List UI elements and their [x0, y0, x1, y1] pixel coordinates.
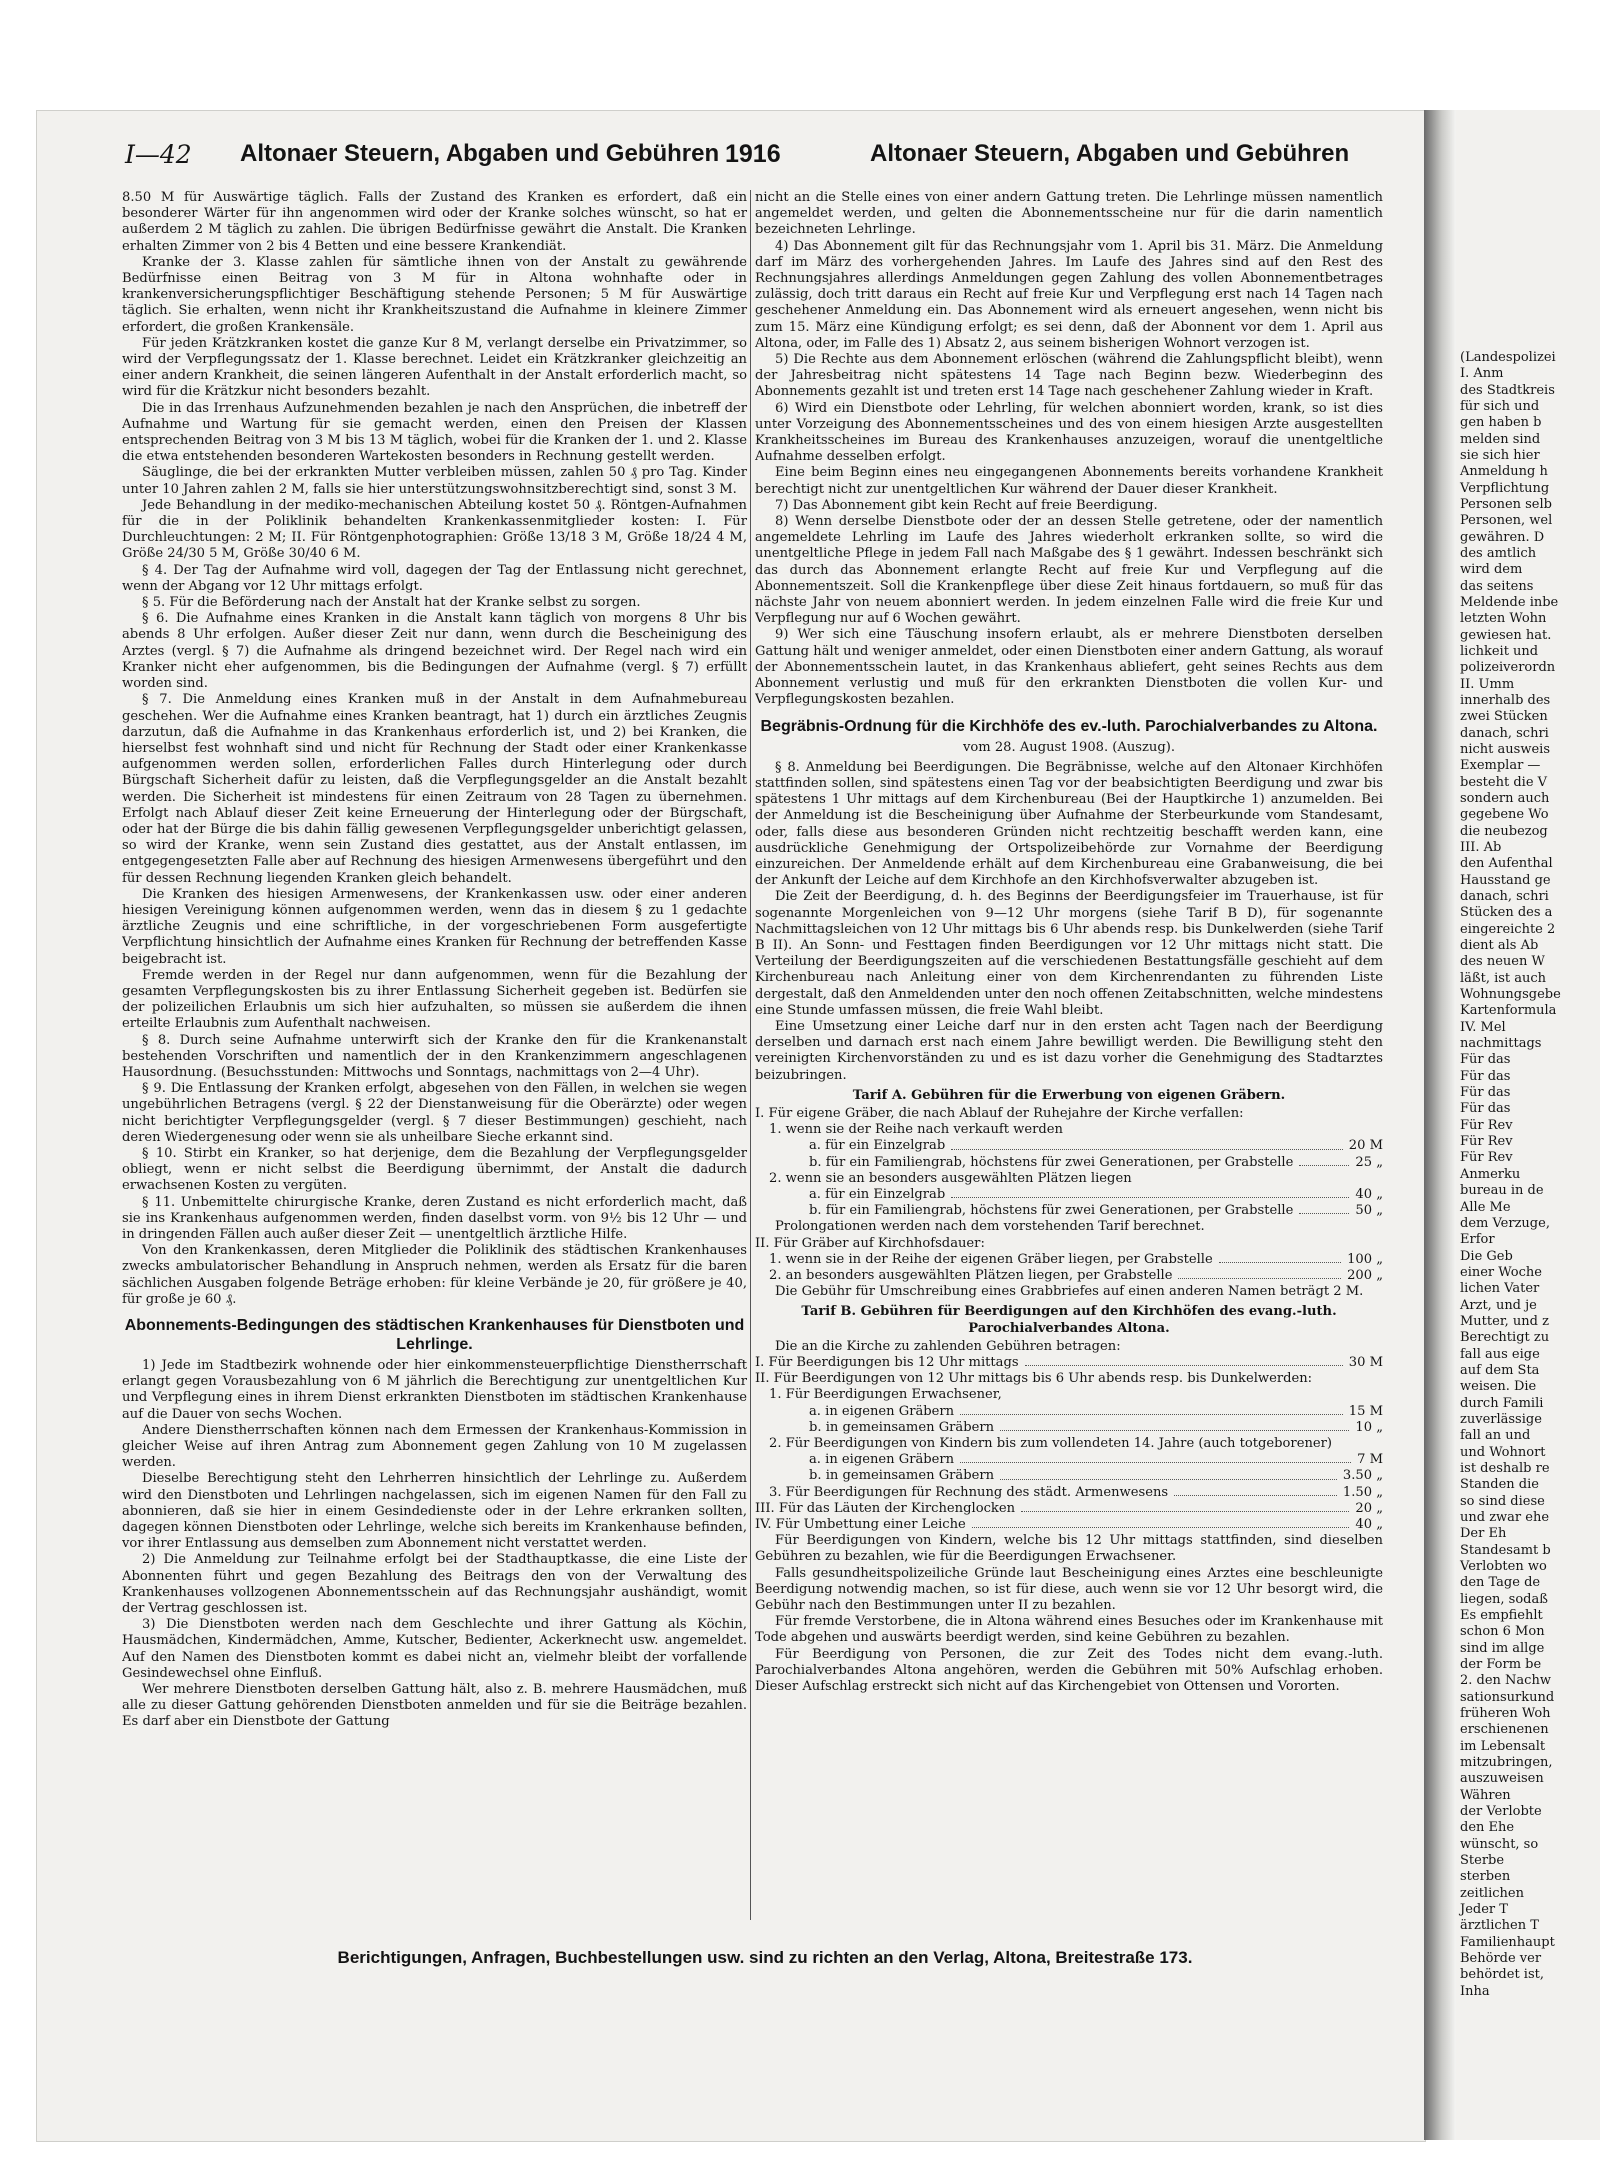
next-page-line: (Landespolizei	[1460, 350, 1556, 365]
next-page-line: letzten Wohn	[1460, 611, 1547, 627]
next-page-line: Verlobten wo	[1460, 1558, 1547, 1574]
paragraph: Prolongationen werden nach dem vorstehenden Tarif berechnet.	[775, 1219, 1205, 1235]
next-page-line: III. Ab	[1460, 840, 1502, 856]
next-page-line: den Aufenthal	[1460, 856, 1553, 872]
next-page-line: gewiesen hat.	[1460, 627, 1552, 643]
next-page-line: im Lebensalt	[1460, 1738, 1546, 1754]
next-page-line: erschienenen	[1460, 1722, 1549, 1738]
tarif-line: 1. Für Beerdigungen Erwachsener,	[769, 1387, 1002, 1403]
next-page-line: Berechtigt zu	[1460, 1330, 1550, 1346]
next-page-line: besteht die V	[1460, 774, 1548, 790]
section-heading-begraebnis: Begräbnis-Ordnung für die Kirchhöfe des ev.-luth. Parochialverbandes zu Altona.	[760, 717, 1378, 735]
paragraph: 3) Die Dienstboten werden nach dem Geschlechte und ihrer Gattung als Köchin, Hausmädchen, Kindermädchen, Amme, Kutscher, Bedienter, Ackerknecht usw. angemeldet. Auf den Namen des Dienstboten kommt es dabei nicht an, vielmehr bleibt der vorfallende Gesindewechsel ohne Einfluß.	[122, 1617, 747, 1681]
tarif-row: b. in gemeinsamen Gräbern 3.50 „	[809, 1468, 1383, 1484]
next-page-line: danach, schri	[1460, 889, 1549, 905]
next-page-line: IV. Mel	[1460, 1019, 1506, 1035]
next-page-line: fall aus eige	[1460, 1346, 1540, 1362]
next-page-line: Jeder T	[1460, 1901, 1508, 1917]
next-page-line: dient als Ab	[1460, 938, 1539, 954]
next-page-line: sationsurkund	[1460, 1689, 1555, 1705]
next-page-line: 2. den Nachw	[1460, 1673, 1551, 1689]
next-page-line: Sterbe	[1460, 1852, 1505, 1868]
next-page-line: zwei Stücken	[1460, 709, 1548, 725]
tarif-line: II. Für Beerdigungen von 12 Uhr mittags bis 6 Uhr abends resp. bis Dunkelwerden:	[755, 1371, 1313, 1387]
next-page-line: Der Eh	[1460, 1526, 1507, 1542]
tarif-row: b. für ein Familiengrab, höchstens für zwei Generationen, per Grabstelle 25 „	[809, 1154, 1383, 1170]
next-page-line: Personen selb	[1460, 497, 1552, 513]
next-page-line: fall an und	[1460, 1428, 1531, 1444]
next-page-line: Für das	[1460, 1101, 1511, 1117]
tarif-line: 2. wenn sie an besonders ausgewählten Plätzen liegen	[769, 1170, 1132, 1186]
tarif-a-heading: Tarif A. Gebühren für die Erwerbung von eigenen Gräbern.	[852, 1087, 1286, 1103]
next-page-line: sterben	[1460, 1869, 1511, 1885]
tarif-row: IV. Für Umbettung einer Leiche 40 „	[755, 1517, 1383, 1533]
next-page-line: Für das	[1460, 1085, 1511, 1101]
next-page-line: Meldende inbe	[1460, 595, 1559, 611]
tarif-row: 2. an besonders ausgewählten Plätzen liegen, per Grabstelle 200 „	[769, 1268, 1383, 1283]
book-gutter	[1424, 110, 1456, 2140]
tarif-row: a. für ein Einzelgrab 20 M	[809, 1138, 1383, 1154]
next-page-line: zeitlichen	[1460, 1885, 1524, 1901]
next-page-line: läßt, ist auch	[1460, 970, 1547, 986]
page-number: I—42	[125, 140, 192, 169]
next-page-line: ärztlichen T	[1460, 1918, 1539, 1934]
next-page-line: Personen, wel	[1460, 513, 1553, 529]
paragraph: Eine beim Beginn eines neu eingegangenen Abonnements bereits vorhandene Krankheit berechtigt nicht zur unentgeltlichen Kur während der Dauer dieser Krankheit.	[755, 465, 1383, 497]
next-page-line: Arzt, und je	[1460, 1297, 1537, 1313]
next-page-line: mitzubringen,	[1460, 1754, 1553, 1770]
next-page-line: Standen die	[1460, 1477, 1539, 1493]
paragraph: 7) Das Abonnement gibt kein Recht auf freie Beerdigung.	[775, 497, 1158, 513]
next-page-line: Hausstand ge	[1460, 872, 1551, 888]
next-page-line: sind im allge	[1460, 1640, 1545, 1656]
next-page-line: Verpflichtung	[1460, 480, 1550, 496]
next-page-line: durch Famili	[1460, 1395, 1544, 1411]
next-page-line: sie sich hier	[1460, 448, 1540, 464]
next-page-line: Währen	[1460, 1787, 1511, 1803]
paragraph: Die Gebühr für Umschreibung eines Grabbriefes auf einen anderen Namen beträgt 2 M.	[775, 1284, 1364, 1300]
next-page-line: des amtlich	[1460, 546, 1537, 562]
paragraph: 2) Die Anmeldung zur Teilnahme erfolgt bei der Stadthauptkasse, die eine Liste der Abonnenten führt und gegen Bezahlung des Beitrags den von der Verwaltung des Krankenhauses vollzogenen Abonnementsschein auf das Rechnungsjahr aushändigt, womit der Vertrag geschlossen ist.	[122, 1552, 747, 1617]
next-page-line: der Form be	[1460, 1656, 1542, 1672]
next-page-line: nicht ausweis	[1460, 742, 1550, 758]
tarif-line: 1. wenn sie der Reihe nach verkauft werden	[769, 1122, 1063, 1138]
paragraph: Dieselbe Berechtigung steht den Lehrherren hinsichtlich der Lehrlinge zu. Außerdem wird den Dienstboten und Lehrlingen nachgelassen, sich im eigenen Namen für den Fall zu abonnieren, daß sie hier in einem Gesindedienste oder in der Lehre erkranken sollten, dagegen können Dienstboten oder Lehrlinge, welche sich bereits im Krankenhause befinden, vor ihrer Entlassung aus demselben zum Abonnement nicht verstattet werden.	[122, 1471, 747, 1552]
next-page-line: den Ehe	[1460, 1820, 1515, 1836]
paragraph: 9) Wer sich eine Täuschung insofern erlaubt, als er mehrere Dienstboten derselben Gattung hält und weniger anmeldet, oder einen Dienstboten einer andern Gattung, als worauf der Abonnementsschein lautet, in das Krankenhaus abliefert, geht seines Rechts aus dem Abonnement verlustig und muß für den erkrankten Dienstboten die vollen Kur- und Verpflegungskosten bezahlen.	[755, 627, 1383, 708]
tarif-row: 3. Für Beerdigungen für Rechnung des städt. Armenwesens 1.50 „	[769, 1484, 1383, 1500]
tarif-row: a. in eigenen Gräbern 7 M	[809, 1452, 1383, 1468]
paragraph: § 6. Die Aufnahme eines Kranken in die Anstalt kann täglich von morgens 8 Uhr bis abends 8 Uhr erfolgen. Außer dieser Zeit nur dann, wenn durch die Bescheinigung des Arztes (vergl. § 7) die Aufnahme als dringend bezeichnet wird. Der Regel nach wird ein Kranker nicht eher aufgenommen, bis die Bedingungen der Aufnahme (vergl. § 7) erfüllt worden sind.	[122, 611, 747, 692]
next-page-line: weisen. Die	[1460, 1379, 1537, 1395]
next-page-line: polizeiverordn	[1460, 660, 1556, 676]
next-page-line: Die Geb	[1460, 1248, 1513, 1264]
paragraph: Die Zeit der Beerdigung, d. h. des Beginns der Beerdigungsfeier im Trauerhause, ist für sogenannte Morgenleichen von 9—12 Uhr morgens (siehe Tarif B D), für sogenannte Nachmittagsleichen von 12 Uhr mittags bis 6 Uhr abends resp. bis Dunkelwerden (siehe Tarif B II). An Sonn- und Festtagen finden Beerdigungen vor 12 Uhr mittags nicht statt. Die Verteilung der Beerdigungszeiten auf die verschiedenen Bestattungsfälle geschieht auf dem Kirchenbureau nach Anleitung einer von dem Kirchenrendanten zu führenden Liste dergestalt, daß den Anmeldenden unter den noch offenen Zeitabschnitten, welche mindestens eine Stunde umfassen müssen, die freie Wahl bleibt.	[755, 889, 1383, 1018]
next-page-line: des neuen W	[1460, 954, 1545, 970]
tarif-row: I. Für Beerdigungen bis 12 Uhr mittags 30 M	[755, 1355, 1383, 1371]
next-page-line: Wohnungsgebe	[1460, 987, 1561, 1003]
next-page-line: die neubezog	[1460, 823, 1548, 839]
paragraph: 5) Die Rechte aus dem Abonnement erlöschen (während die Zahlungspflicht bleibt), wenn der Jahresbeitrag nicht spätestens 14 Tage nach Beginn bezw. Wiederbeginn des Abonnements gezahlt ist und treten erst 14 Tage nach geschehener Zahlung wieder in Kraft.	[755, 352, 1383, 400]
paragraph: 4) Das Abonnement gilt für das Rechnungsjahr vom 1. April bis 31. März. Die Anmeldung darf im März des vorhergehenden Jahres. Im Laufe des Jahres sind auf den Rest des Rechnungsjahres allerdings Anmeldungen gegen Zahlung des vollen Abonnementbetrages zulässig, doch tritt daraus ein Recht auf freie Kur und Verpflegung erst nach 14 Tagen nach geschehener Anmeldung ein. Das Abonnement wird als erneuert angesehen, wenn nicht bis zum 15. März eine Kündigung erfolgt; es sei denn, daß der Abonnent vor dem 1. April aus Altona, oder, im Falle des 1) Absatz 2, aus seinem bisherigen Wohnort verzogen ist.	[755, 238, 1383, 351]
next-page-line: sondern auch	[1460, 791, 1550, 807]
paragraph: Eine Umsetzung einer Leiche darf nur in den ersten acht Tagen nach der Beerdigung derselben und darnach erst nach einem Jahre bewilligt werden. Die Bewilligung steht den vereinigten Kirchenvorständen zu und es ist dazu vorher die Genehmigung des Stadtarztes beizubringen.	[755, 1018, 1383, 1083]
paragraph: § 11. Unbemittelte chirurgische Kranke, deren Zustand es nicht erforderlich macht, daß sie ins Krankenhaus aufgenommen werden, finden daselbst vorm. von 9½ bis 12 Uhr — und in dringenden Fällen auch außer dieser Zeit — unentgeltlich ärztliche Hilfe.	[122, 1194, 747, 1242]
page-footer-notice: Berichtigungen, Anfragen, Buchbestellungen usw. sind zu richten an den Verlag, Altona, Breitestraße 173.	[337, 1948, 1193, 1967]
next-page-line: gegebene Wo	[1460, 807, 1549, 823]
paragraph: § 8. Anmeldung bei Beerdigungen. Die Begräbnisse, welche auf den Altonaer Kirchhöfen stattfinden sollen, sind spätestens einen Tag vor der beabsichtigten Beerdigung und zwar bis spätestens 1 Uhr mittags auf dem Kirchenbureau (Bei der Hauptkirche 1) anzumelden. Bei der Anmeldung ist die Bescheinigung über Aufnahme der Sterbeurkunde vom Standesamt, oder, falls diese aus besonderen Gründen nicht rechtzeitig beschafft werden kann, eine ausdrückliche Genehmigung der Ortspolizeibehörde zur Vornahme der Beerdigung einzureichen. Der Anmeldende erhält auf dem Kirchenbureau eine Grabanweisung, die bei der Ankunft der Leiche auf dem Kirchhofe an den Kirchhofsverwalter abzugeben ist.	[755, 759, 1383, 889]
tarif-row: III. Für das Läuten der Kirchenglocken 20 „	[755, 1500, 1383, 1516]
column-right	[755, 190, 1383, 1920]
next-page-line: und zwar ehe	[1460, 1509, 1550, 1525]
next-page-line: schon 6 Mon	[1460, 1624, 1545, 1640]
next-page-line: Inha	[1460, 1983, 1490, 1999]
next-page-line: Stücken des a	[1460, 905, 1553, 921]
paragraph: § 7. Die Anmeldung eines Kranken muß in der Anstalt in dem Aufnahmebureau geschehen. Wer die Aufnahme eines Kranken beantragt, hat 1) durch ein ärztliches Zeugnis darzutun, daß die Aufnahme in das Krankenhaus erforderlich ist, und 2) bei Kranken, die hierselbst fest wohnhaft sind und nicht für Rechnung der Stadt oder einer Krankenkasse aufgenommen werden sollen, erforderlichen Falles durch Hinterlegung oder durch Bürgschaft Sicherheit dafür zu leisten, daß die Verpflegungsgelder an die Anstalt bezahlt werden. Die Sicherheit ist mindestens für einen Zeitraum von 28 Tagen zu übernehmen. Erfolgt nach Ablauf dieser Zeit keine Erneuerung der Hinterlegung oder der Bürgschaft, oder hat der Bürge die bis dahin fällig gewesenen Verpflegungsgelder unberichtigt gelassen, so wird der Kranke, wenn sein Zustand dies gestattet, aus der Anstalt entlassen, im entgegengesetzten Falle aber auf Rechnung des hiesigen Armenwesens übergeführt und den für dessen Rechnung liegenden Kranken gleich behandelt.	[122, 692, 747, 886]
next-page-line: Es empfiehlt	[1460, 1607, 1543, 1623]
next-page-line: bureau in de	[1460, 1183, 1544, 1199]
next-page-line: lichen Vater	[1460, 1281, 1540, 1297]
running-title-left: Altonaer Steuern, Abgaben und Gebühren	[240, 140, 720, 167]
paragraph: Die Kranken des hiesigen Armenwesens, der Krankenkassen usw. oder einer anderen hiesigen Vereinigung können aufgenommen werden, wenn das in diesem § zu 1 gedachte ärztliche Zeugnis und eine schriftliche, in der vorgeschriebenen Form ausgefertigte Verpflichtung hinsichtlich der Aufnahme eines Kranken für Rechnung der betreffenden Kasse beigebracht ist.	[122, 886, 747, 967]
next-page-line: und Wohnort	[1460, 1444, 1546, 1460]
next-page-line: lichkeit und	[1460, 644, 1539, 660]
paragraph: § 9. Die Entlassung der Kranken erfolgt, abgesehen von den Fällen, in welchen sie wegen ungebührlichen Betragens (vergl. § 22 der Dienstanweisung für die Oberärzte) oder wegen nicht berichtigter Verpflegungsgelder (vergl. § 7 dieser Bestimmungen) geschieht, nach deren Wiedergenesung oder wenn sie als unheilbare Sieche erkannt sind.	[122, 1081, 747, 1145]
tarif-line: 2. Für Beerdigungen von Kindern bis zum vollendeten 14. Jahre (auch totgeborener)	[769, 1436, 1332, 1452]
paragraph: Für jeden Krätzkranken kostet die ganze Kur 8 M, verlangt derselbe ein Privatzimmer, so wird der Verpflegungssatz der 1. Klasse berechnet. Leidet ein Krätzkranker gleichzeitig an einer andern Krankheit, die seinen längeren Aufenthalt in der Anstalt erforderlich macht, so wird für die Krätzkur nicht besonders bezahlt.	[122, 335, 747, 400]
next-page-line: auszuweisen	[1460, 1771, 1544, 1787]
next-page-line: danach, schri	[1460, 725, 1549, 741]
next-page-line: behördet ist,	[1460, 1967, 1544, 1983]
tarif-row: b. in gemeinsamen Gräbern 10 „	[809, 1419, 1383, 1435]
next-page-line: innerhalb des	[1460, 693, 1551, 709]
paragraph: 6) Wird ein Dienstbote oder Lehrling, für welchen abonniert worden, krank, so ist dies unter Vorzeigung des Abonnementsscheines und des von einem hiesigen Arzte ausgestellten Krankheitsscheines im Bureau des Krankenhauses anzuzeigen, worauf die unentgeltliche Aufnahme desselben erfolgt.	[755, 400, 1383, 465]
next-page-line: Für das	[1460, 1068, 1511, 1084]
tarif-line: I. Für eigene Gräber, die nach Ablauf der Ruhejahre der Kirche verfallen:	[755, 1105, 1244, 1121]
next-page-line: Alle Me	[1460, 1199, 1511, 1215]
header-year: 1916	[725, 140, 781, 168]
next-page-line: zuverlässige	[1460, 1411, 1542, 1427]
section-heading-abonnement: Abonnements-Bedingungen des städtischen Krankenhauses für Dienstboten und Lehrlinge.	[124, 1317, 745, 1354]
paragraph: § 10. Stirbt ein Kranker, so hat derjenige, dem die Bezahlung der Verpflegungsgelder obliegt, wenn er nicht selbst die Beerdigung übernimmt, der Anstalt die dadurch erwachsenen Kosten zu vergüten.	[122, 1145, 747, 1194]
paragraph: nicht an die Stelle eines von einer andern Gattung treten. Die Lehrlinge müssen namentlich angemeldet werden, und gelten die Abonnementsscheine nur für die darin namentlich bezeichneten Lehrlinge.	[755, 190, 1383, 238]
paragraph: 8) Wenn derselbe Dienstbote oder der an dessen Stelle getretene, oder der namentlich angemeldete Lehrling im Laufe des Jahres wiederholt erkranken sollte, so wird die unentgeltliche Pflege in jedem Fall nach Maßgabe des § 1 gewährt. Indessen beschränkt sich das durch das Abonnement erlangte Recht auf freie Kur und Verpflegung auf die Abonnementszeit. Soll die Krankenpflege über diese Zeit hinaus fortdauern, so muß für das nächste Jahr von neuem abonniert werden. In jedem einzelnen Falle wird die freie Kur und Verpflegung nur auf 6 Wochen gewährt.	[755, 514, 1383, 627]
next-page-line: ist deshalb re	[1460, 1460, 1550, 1476]
next-page-line: Anmerku	[1460, 1166, 1521, 1182]
tarif-b-heading: Tarif B. Gebühren für Beerdigungen auf den Kirchhöfen des evang.-luth. Parochialverbandes Altona.	[801, 1304, 1337, 1336]
paragraph: Für Beerdigungen von Kindern, welche bis 12 Uhr mittags stattfinden, sind dieselben Gebühren zu bezahlen, wie für die Beerdigungen Erwachsener.	[755, 1533, 1383, 1565]
next-page-line: Erfor	[1460, 1232, 1495, 1248]
column-rule	[750, 190, 751, 1920]
next-page-line: eingereichte 2	[1460, 921, 1556, 937]
paragraph: Wer mehrere Dienstboten derselben Gattung hält, also z. B. mehrere Hausmädchen, muß alle zu dieser Gattung gehörenden Dienstboten anmelden und für sie die Beiträge bezahlen. Es darf aber ein Dienstbote der Gattung	[122, 1682, 747, 1730]
next-page-line: des Stadtkreis	[1460, 382, 1555, 398]
next-page-line: liegen, sodaß	[1460, 1591, 1548, 1607]
next-page-line: auf dem Sta	[1460, 1362, 1540, 1378]
page-header	[125, 140, 1350, 174]
next-page-line: nachmittags	[1460, 1036, 1542, 1052]
next-page-line: wünscht, so	[1460, 1836, 1539, 1852]
ordinance-date: vom 28. August 1908. (Auszug).	[962, 739, 1176, 755]
paragraph: Fremde werden in der Regel nur dann aufgenommen, wenn für die Bezahlung der gesamten Verpflegungskosten bis zu ihrer Entlassung Sicherheit gegeben ist. Bedürfen sie der polizeilichen Erlaubnis um sich hier aufzuhalten, so müssen sie außerdem die ihnen erteilte Erlaubnis zum Aufenthalt nachweisen.	[122, 967, 747, 1032]
paragraph: Andere Dienstherrschaften können nach dem Ermessen der Krankenhaus-Kommission in gleicher Weise auf ihren Antrag zum Abonnement gegen Zahlung von 10 M zugelassen werden.	[122, 1422, 747, 1471]
next-page-line: Für Rev	[1460, 1117, 1513, 1133]
paragraph: Die an die Kirche zu zahlenden Gebühren betragen:	[775, 1338, 1121, 1354]
next-page-line: dem Verzuge,	[1460, 1215, 1550, 1231]
paragraph: Falls gesundheitspolizeiliche Gründe laut Bescheinigung eines Arztes eine beschleunigte Beerdigung notwendig machen, so ist für diese, auch wenn sie vor 12 Uhr besorgt wird, die Gebühr nach den Bestimmungen unter II zu bezahlen.	[755, 1565, 1383, 1614]
next-page-line: Exemplar —	[1460, 758, 1541, 774]
paragraph: Die in das Irrenhaus Aufzunehmenden bezahlen je nach den Ansprüchen, die inbetreff der Aufnahme und Wartung für sie gemacht werden, einen den Preisen der Klassen entsprechenden Beitrag von 3 M bis 13 M täglich, wobei für die Kranken der 1. und 2. Klasse die etwa entstehenden besonderen Wartekosten besonders in Rechnung gestellt werden.	[122, 400, 747, 465]
next-page-line: einer Woche	[1460, 1264, 1542, 1280]
next-page-line: Mutter, und z	[1460, 1313, 1549, 1329]
next-page-line: Kartenformula	[1460, 1003, 1557, 1019]
next-page-line: Für das	[1460, 1052, 1511, 1068]
paragraph: Von den Krankenkassen, deren Mitglieder die Poliklinik des städtischen Krankenhauses zwecks ambulatorischer Behandlung in Anspruch nehmen, werden als Ersatz für die baren sächlichen Ausgaben folgende Beträge erhoben: für kleine Verbände je 20, für größere je 40, für große je 60 ₰.	[122, 1243, 747, 1307]
running-title-right: Altonaer Steuern, Abgaben und Gebühren	[870, 140, 1350, 167]
next-page-edge	[1456, 110, 1600, 2140]
next-page-line: wird dem	[1460, 562, 1523, 578]
next-page-line: so sind diese	[1460, 1493, 1545, 1509]
tarif-line: II. Für Gräber auf Kirchhofsdauer:	[755, 1235, 985, 1251]
next-page-line: melden sind	[1460, 431, 1541, 447]
paragraph: § 5. Für die Beförderung nach der Anstalt hat der Kranke selbst zu sorgen.	[142, 595, 641, 611]
next-page-line: I. Anm	[1460, 366, 1504, 382]
next-page-line: für sich und	[1460, 399, 1540, 414]
next-page-line: das seitens	[1460, 578, 1534, 594]
next-page-line: II. Umm	[1460, 676, 1515, 692]
tarif-row: a. für ein Einzelgrab 40 „	[809, 1186, 1383, 1202]
paragraph: 8.50 M für Auswärtige täglich. Falls der Zustand des Kranken es erfordert, daß ein besonderer Wärter für ihn angenommen wird oder der Kranke solches wünscht, so hat er außerdem 2 M täglich zu zahlen. Die übrigen Bedürfnisse gewährt die Anstalt. Die Kranken erhalten Zimmer von 2 bis 4 Betten und eine bessere Krankendiät.	[122, 190, 747, 254]
next-page-line: Anmeldung h	[1460, 464, 1548, 480]
next-page-line: den Tage de	[1460, 1575, 1541, 1591]
tarif-row: b. für ein Familiengrab, höchstens für zwei Generationen, per Grabstelle 50 „	[809, 1203, 1383, 1219]
paragraph: § 4. Der Tag der Aufnahme wird voll, dagegen der Tag der Entlassung nicht gerechnet, wenn der Abgang vor 12 Uhr mittags erfolgt.	[122, 562, 747, 594]
tarif-row: 1. wenn sie in der Reihe der eigenen Gräber liegen, per Grabstelle 100 „	[769, 1251, 1383, 1267]
paragraph: Säuglinge, die bei der erkrankten Mutter verbleiben müssen, zahlen 50 ₰ pro Tag. Kinder unter 10 Jahren zahlen 2 M, falls sie hier unterstützungswohnsitzberechtigt sind, sonst 3 M.	[122, 465, 747, 497]
paragraph: Für fremde Verstorbene, die in Altona während eines Besuches oder im Krankenhause mit Tode abgehen und auswärts beerdigt werden, sind keine Gebühren zu bezahlen.	[755, 1614, 1383, 1646]
next-page-line: Für Rev	[1460, 1150, 1513, 1166]
next-page-line: Behörde ver	[1460, 1950, 1542, 1966]
paragraph: 1) Jede im Stadtbezirk wohnende oder hier einkommensteuerpflichtige Dienstherrschaft erlangt gegen Vorausbezahlung von 6 M jährlich die Berechtigung zur unentgeltlichen Kur und Verpflegung eines in ihrem Dienst erkrankten Dienstboten im städtischen Krankenhause auf die Dauer von sechs Wochen.	[122, 1358, 747, 1422]
next-page-line: Standesamt b	[1460, 1542, 1551, 1558]
next-page-line: Für Rev	[1460, 1134, 1513, 1150]
next-page-line: gewähren. D	[1460, 529, 1545, 545]
tarif-row: a. in eigenen Gräbern 15 M	[809, 1403, 1383, 1419]
paragraph: Kranke der 3. Klasse zahlen für sämtliche ihnen von der Anstalt zu gewährende Bedürfnisse einen Beitrag von 3 M für in Altona wohnhafte oder in krankenversicherungspflichtiger Beschäftigung stehende Personen; 5 M für Auswärtige täglich. Sie erhalten, wenn nicht ihr Krankheitszustand die Aufnahme in kleinere Zimmer erfordert, die großen Krankensäle.	[122, 254, 747, 335]
column-left	[122, 190, 747, 1920]
paragraph: Für Beerdigung von Personen, die zur Zeit des Todes nicht dem evang.-luth. Parochialverbandes Altona angehören, werden die Gebühren mit 50% Aufschlag erhoben. Dieser Aufschlag erstreckt sich nicht auf das Kirchengebiet von Ottensen und Vororten.	[755, 1646, 1383, 1695]
next-page-line: gen haben b	[1460, 415, 1542, 431]
next-page-line: der Verlobte	[1460, 1803, 1542, 1819]
next-page-line: früheren Woh	[1460, 1705, 1551, 1721]
paragraph: § 8. Durch seine Aufnahme unterwirft sich der Kranke den für die Krankenanstalt bestehenden Vorschriften und namentlich der in den Krankenzimmern angeschlagenen Hausordnung. (Besuchsstunden: Mittwochs und Sonntags, nachmittags von 2—4 Uhr).	[122, 1032, 747, 1080]
next-page-line: Familienhaupt	[1460, 1934, 1555, 1950]
paragraph: Jede Behandlung in der mediko-mechanischen Abteilung kostet 50 ₰. Röntgen-Aufnahmen für die in der Poliklinik behandelten Krankenkassenmitglieder kosten: I. Für Durchleuchtungen: 2 M; II. Für Röntgenphotographien: Größe 13/18 3 M, Größe 18/24 4 M, Größe 24/30 5 M, Größe 30/40 6 M.	[122, 497, 747, 562]
